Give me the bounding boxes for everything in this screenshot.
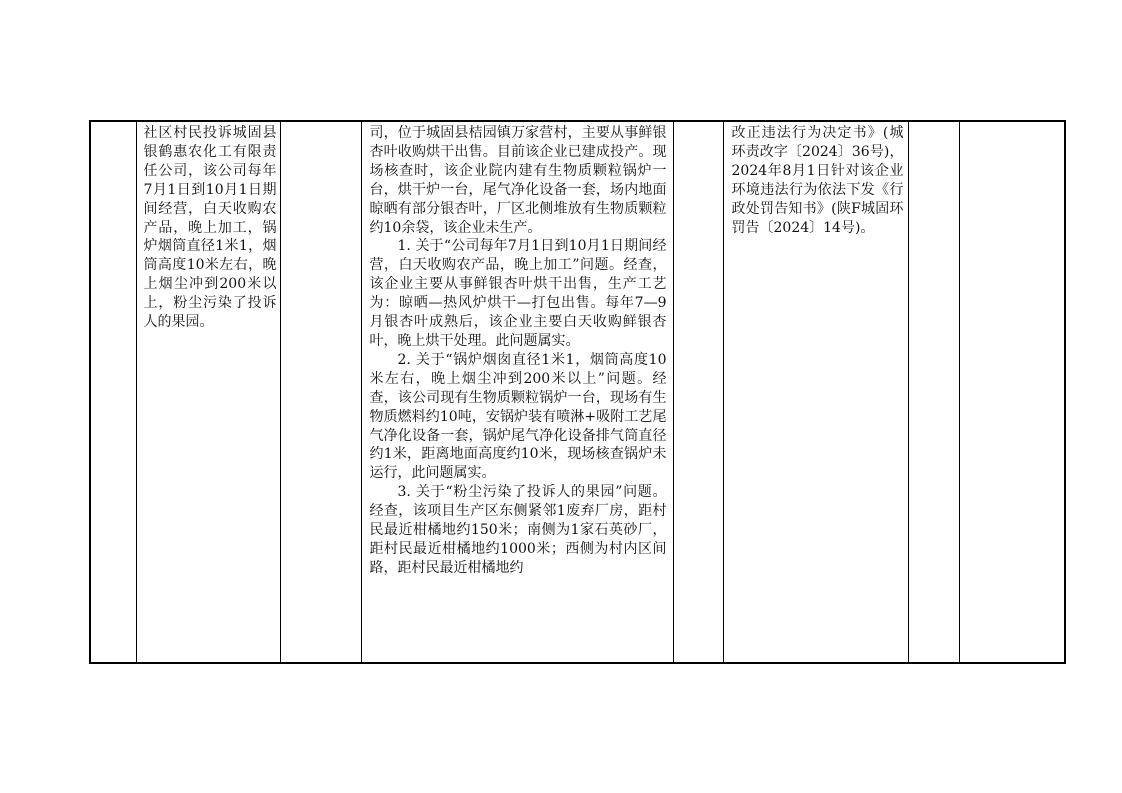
cell-empty-5 bbox=[673, 121, 723, 663]
cell-index bbox=[90, 121, 136, 663]
cell-investigation bbox=[361, 121, 673, 663]
complaint-text: 社区村民投诉城固县银鹤惠农化工有限责任公司，该公司每年7月1日到10月1日期间经营，白天收购农产品，晚上加工，锅炉烟筒直径1米1，烟筒高度10米左右，晚上烟尘冲到200米以上，粉尘污染了投诉人的果园。 bbox=[143, 125, 277, 331]
handling-text: 改正违法行为决定书》(城环责改字〔2024〕36号)，2024年8月1日针对该企业环境违法行为依法下发《行政处罚告知书》(陕F城固环罚告〔2024〕14号)。 bbox=[731, 125, 904, 236]
cell-complaint-content bbox=[136, 121, 280, 663]
investigation-paragraph: 3. 关于“粉尘污染了投诉人的果园”问题。经查，该项目生产区东侧紧邻1废弃厂房，距村民最近柑橘地约150米；南侧为1家石英砂厂，距村民最近柑橘地约1000米；西侧为村内区间路，距村民最近柑橘地约 bbox=[369, 484, 667, 576]
cell-handling-result bbox=[723, 121, 908, 663]
table-row bbox=[90, 121, 1065, 663]
cell-empty-3 bbox=[280, 121, 361, 663]
cell-empty-7 bbox=[908, 121, 959, 663]
investigation-paragraph: 司，位于城固县桔园镇万家营村，主要从事鲜银杏叶收购烘干出售。目前该企业已建成投产。现场核查时，该企业院内建有生物质颗粒锅炉一台，烘干炉一台，尾气净化设备一套，场内地面晾晒有部分银杏叶，厂区北侧堆放有生物质颗粒约10余袋，该企业未生产。 bbox=[369, 125, 667, 236]
investigation-paragraph: 1. 关于“公司每年7月1日到10月1日期间经营，白天收购农产品，晚上加工”问题。经查，该企业主要从事鲜银杏叶烘干出售，生产工艺为：晾晒—热风炉烘干—打包出售。每年7—9月银杏叶成熟后，该企业主要白天收购鲜银杏叶，晚上烘干处理。此问题属实。 bbox=[369, 238, 667, 349]
investigation-paragraph: 2. 关于“锅炉烟囱直径1米1，烟筒高度10米左右，晚上烟尘冲到200米以上”问题。经查，该公司现有生物质颗粒锅炉一台，现场有生物质燃料约10吨，安锅炉装有喷淋+吸附工艺尾气净化设备一套，锅炉尾气净化设备排气筒直径约1米，距离地面高度约10米，现场核查锅炉未运行，此问题属实。 bbox=[369, 351, 667, 482]
cell-empty-8 bbox=[959, 121, 1065, 663]
complaint-table bbox=[89, 120, 1066, 664]
